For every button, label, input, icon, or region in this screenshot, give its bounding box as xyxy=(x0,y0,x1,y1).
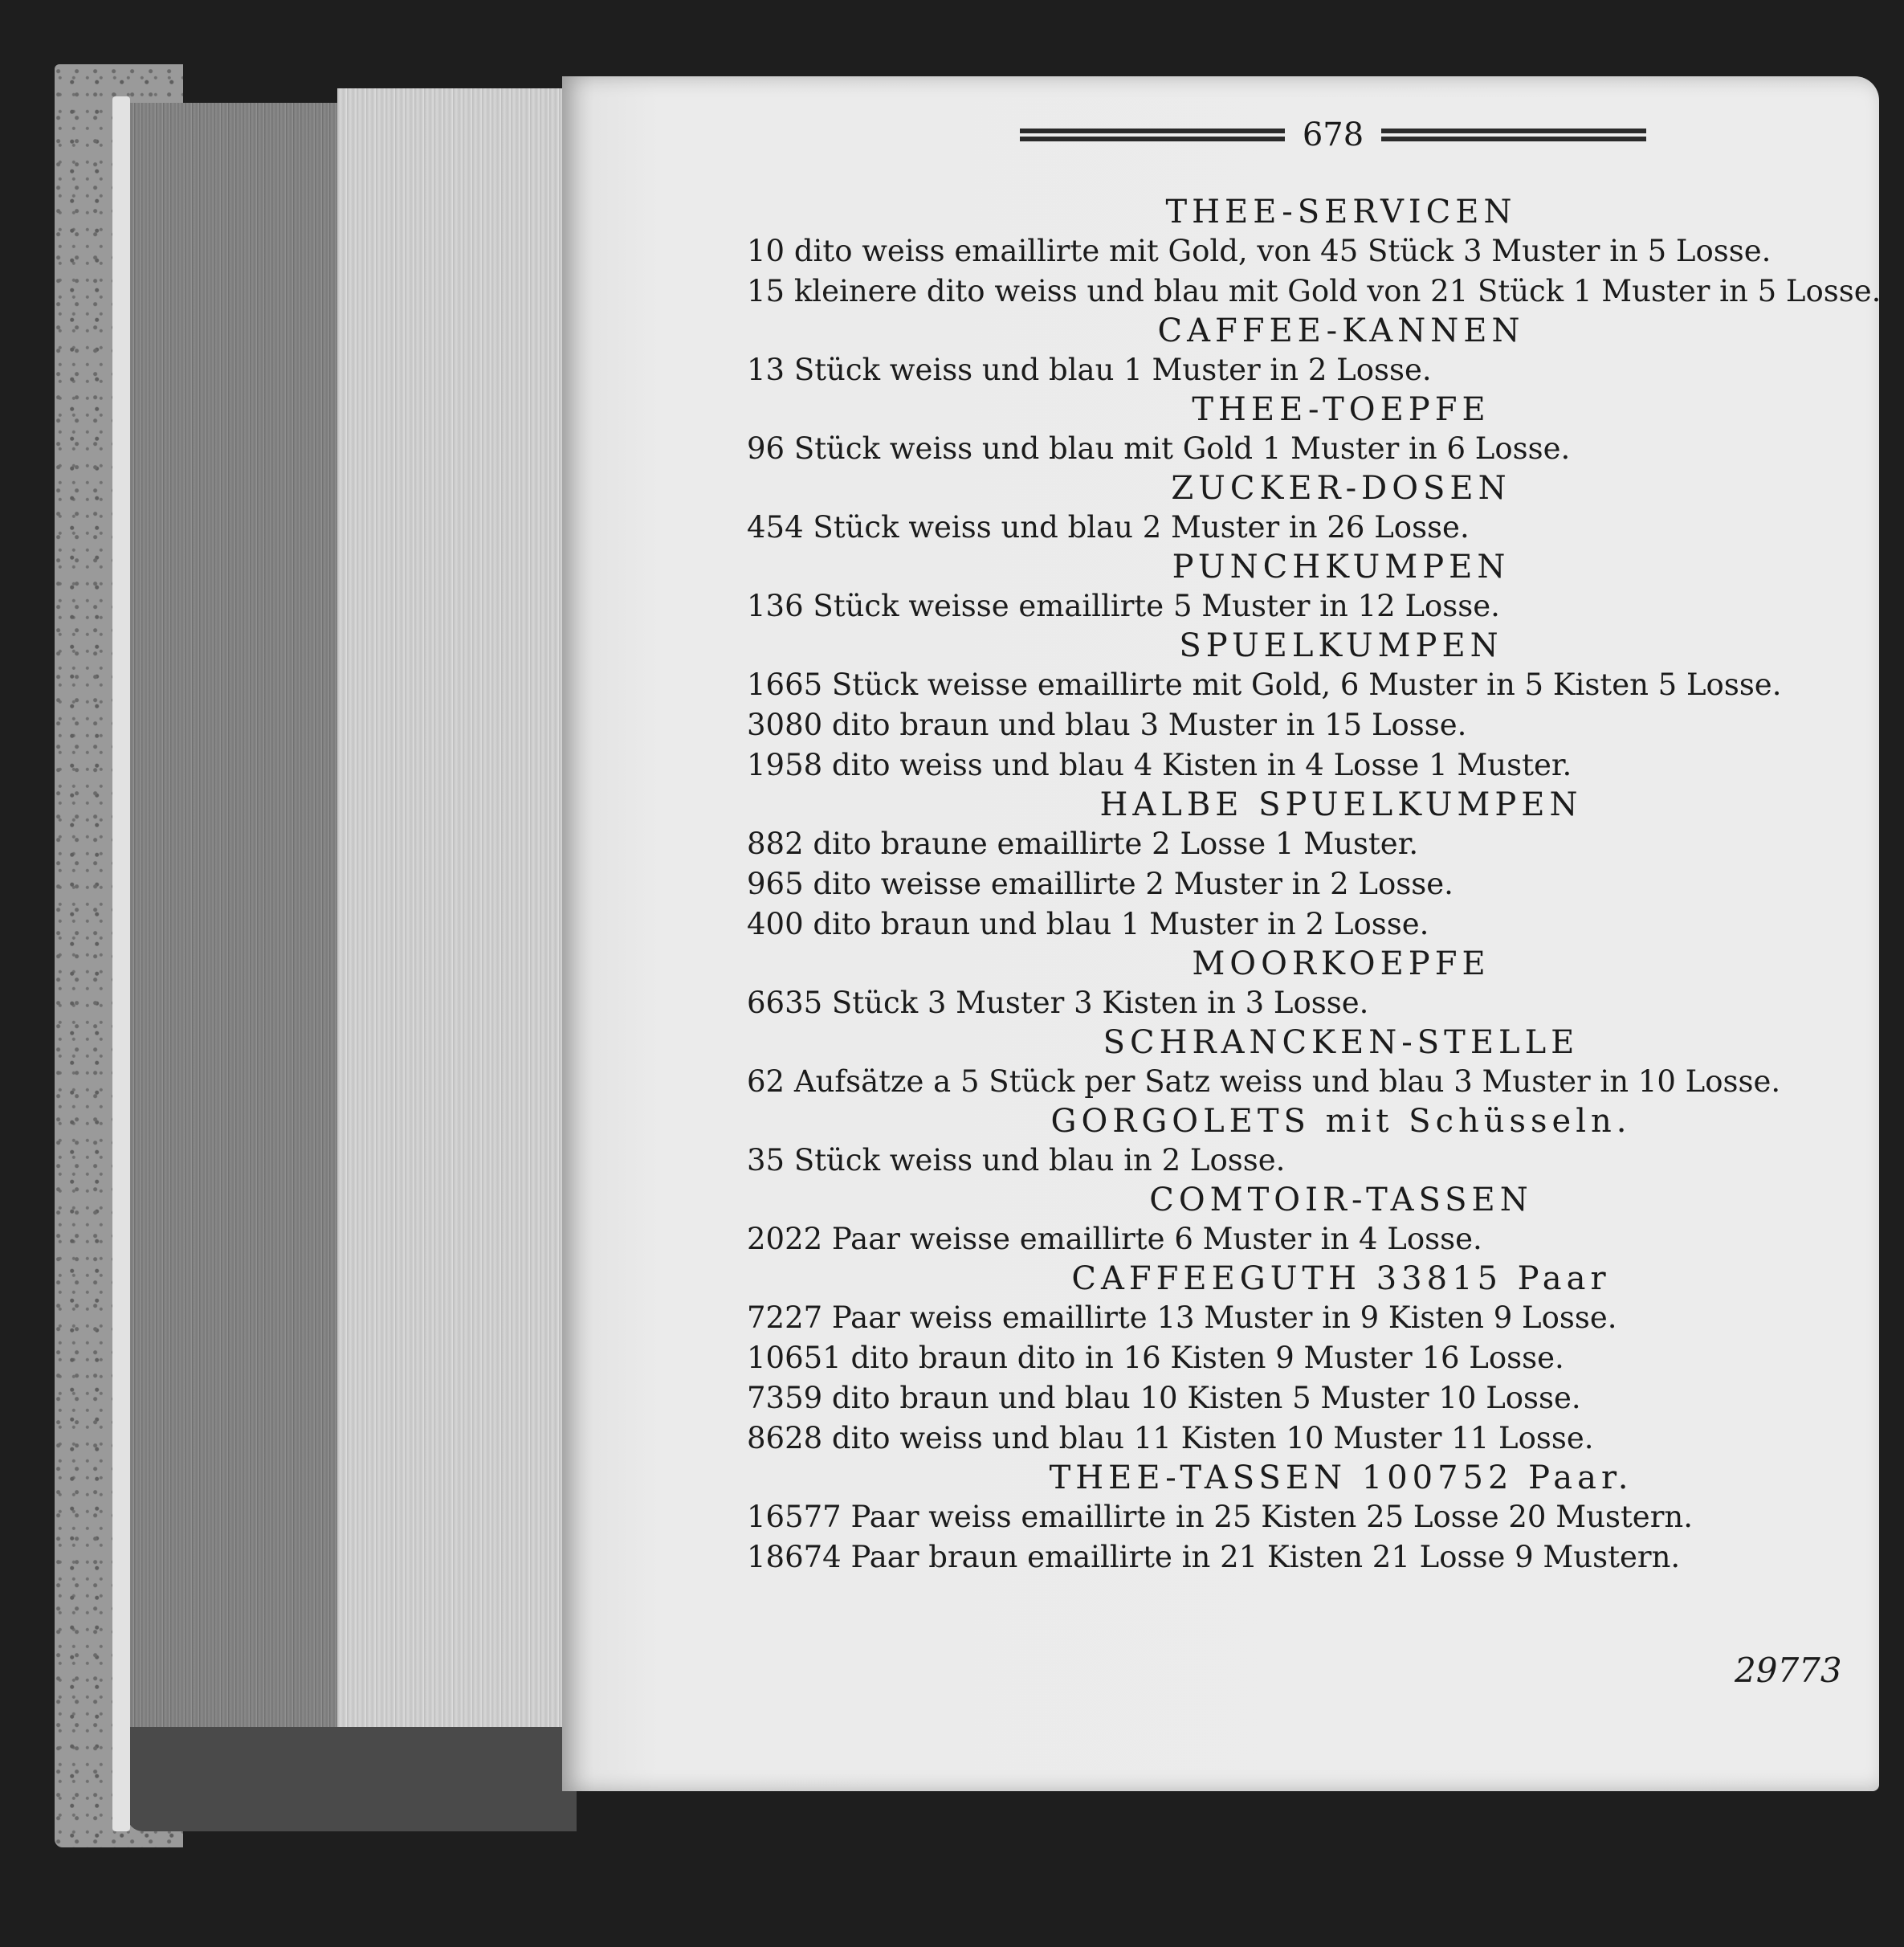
list-item: 6635 Stück 3 Muster 3 Kisten in 3 Losse. xyxy=(747,986,1369,1020)
page-header xyxy=(1020,116,1646,153)
section-title: THEE-TASSEN 100752 Paar. xyxy=(1049,1459,1633,1496)
cover-inner-edge xyxy=(112,96,130,1831)
list-item: 2022 Paar weisse emaillirte 6 Muster in 4 Losse. xyxy=(747,1222,1482,1256)
list-item: 15 kleinere dito weiss und blau mit Gold von 21 Stück 1 Muster in 5 Losse. xyxy=(747,274,1882,308)
list-item: 1958 dito weiss und blau 4 Kisten in 4 Losse 1 Muster. xyxy=(747,748,1572,782)
section-title: MOORKOEPFE xyxy=(1192,945,1490,982)
list-item: 965 dito weisse emaillirte 2 Muster in 2 Losse. xyxy=(747,867,1453,901)
page-stack-edge-light xyxy=(337,88,570,1783)
section-title: ZUCKER-DOSEN xyxy=(1171,470,1511,507)
page-number: 678 xyxy=(1302,116,1364,153)
list-item: 1665 Stück weisse emaillirte mit Gold, 6 Muster in 5 Kisten 5 Losse. xyxy=(747,667,1782,702)
list-item: 18674 Paar braun emaillirte in 21 Kisten 21 Losse 9 Mustern. xyxy=(747,1540,1681,1574)
list-item: 3080 dito braun und blau 3 Muster in 15 Losse. xyxy=(747,708,1467,742)
list-item: 7359 dito braun und blau 10 Kisten 5 Muster 10 Losse. xyxy=(747,1381,1581,1415)
list-item: 7227 Paar weiss emaillirte 13 Muster in 9 Kisten 9 Losse. xyxy=(747,1300,1617,1335)
list-item: 35 Stück weiss und blau in 2 Losse. xyxy=(747,1143,1286,1178)
section-title: PUNCHKUMPEN xyxy=(1172,549,1511,586)
book-bottom-shadow xyxy=(127,1727,577,1831)
list-item: 882 dito braune emaillirte 2 Losse 1 Muster. xyxy=(747,827,1419,861)
section-title: SCHRANCKEN-STELLE xyxy=(1103,1024,1580,1061)
section-title: CAFFEE-KANNEN xyxy=(1157,312,1525,349)
list-item: 62 Aufsätze a 5 Stück per Satz weiss und blau 3 Muster in 10 Losse. xyxy=(747,1064,1781,1099)
section-title: CAFFEEGUTH 33815 Paar xyxy=(1071,1260,1611,1297)
header-rule-left xyxy=(1020,129,1285,141)
section-title: COMTOIR-TASSEN xyxy=(1149,1182,1533,1218)
header-rule-right xyxy=(1381,129,1646,141)
section-title: HALBE SPUELKUMPEN xyxy=(1099,786,1583,823)
list-item: 16577 Paar weiss emaillirte in 25 Kisten 25 Losse 20 Mustern. xyxy=(747,1500,1693,1534)
list-item: 13 Stück weiss und blau 1 Muster in 2 Losse. xyxy=(747,353,1432,387)
list-item: 10 dito weiss emaillirte mit Gold, von 45 Stück 3 Muster in 5 Losse. xyxy=(747,234,1771,268)
list-item: 136 Stück weisse emaillirte 5 Muster in 12 Losse. xyxy=(747,589,1500,623)
inventory-list xyxy=(747,193,1882,1578)
list-item: 8628 dito weiss und blau 11 Kisten 10 Muster 11 Losse. xyxy=(747,1421,1594,1455)
section-title: THEE-TOEPFE xyxy=(1192,391,1490,428)
list-item: 10651 dito braun dito in 16 Kisten 9 Muster 16 Losse. xyxy=(747,1341,1564,1375)
section-title: SPUELKUMPEN xyxy=(1179,627,1503,664)
list-item: 454 Stück weiss und blau 2 Muster in 26 Losse. xyxy=(747,510,1470,545)
section-title: GORGOLETS mit Schüsseln. xyxy=(1050,1103,1632,1140)
list-item: 96 Stück weiss und blau mit Gold 1 Muster in 6 Losse. xyxy=(747,431,1571,466)
carry-total: 29773 xyxy=(1735,1651,1842,1690)
section-title: THEE-SERVICEN xyxy=(1165,194,1517,231)
list-item: 400 dito braun und blau 1 Muster in 2 Losse. xyxy=(747,907,1429,941)
